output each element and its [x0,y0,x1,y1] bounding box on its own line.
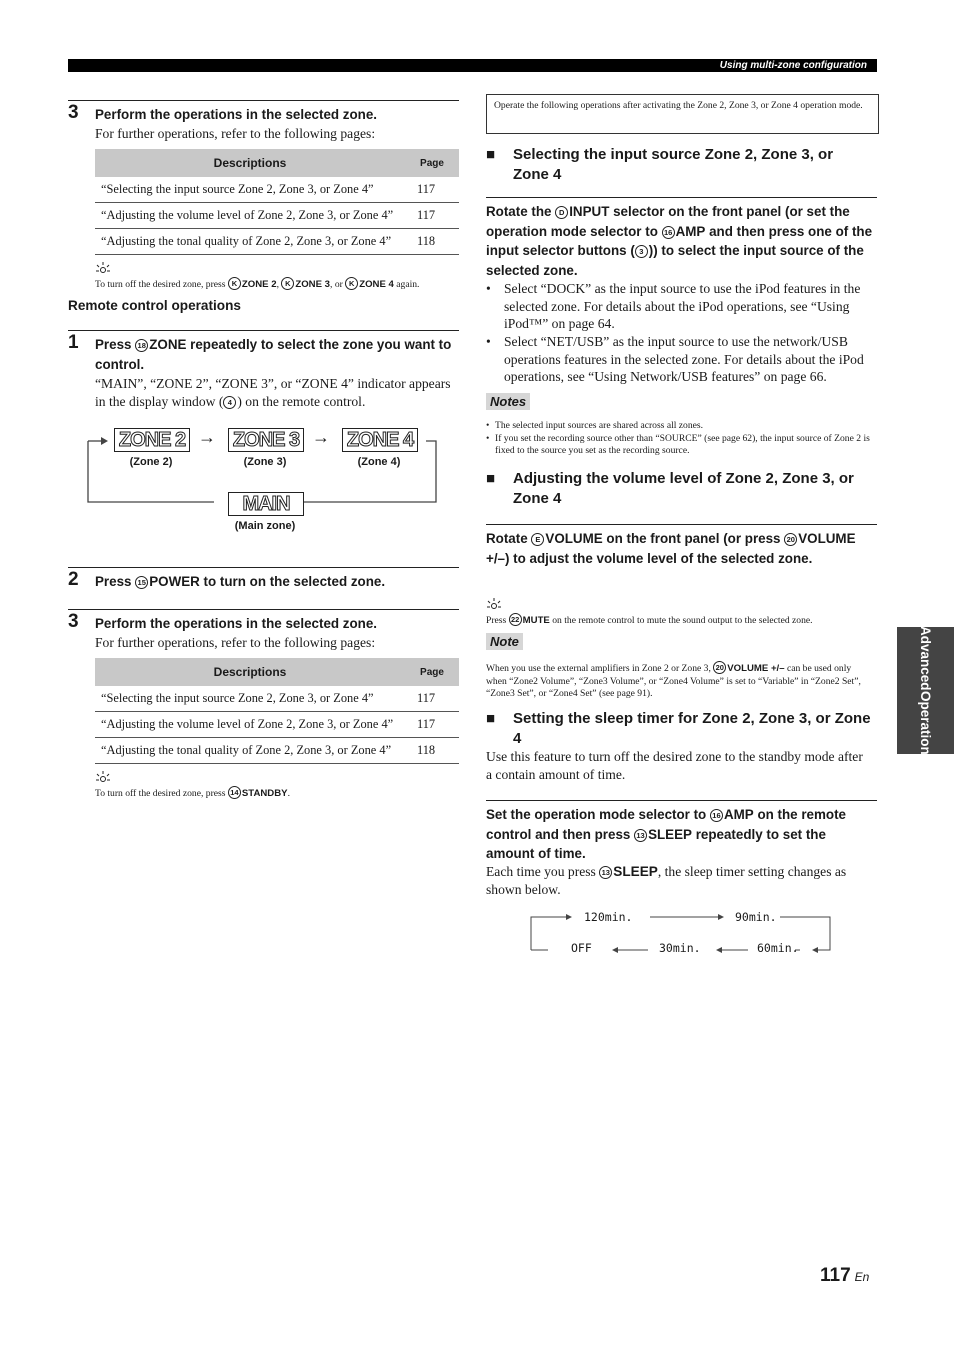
table-row [95,686,459,712]
section-heading: Adjusting the volume level of Zone 2, Zone 3, or Zone 4 [513,470,854,507]
key-circle: 16 [710,809,723,822]
key-circle: K [281,277,294,290]
notice-box: Operate the following operations after activating the Zone 2, Zone 3, or Zone 4 operation mode. [486,94,879,134]
tip-text: To turn off the desired zone, press 14 STANDBY. [95,788,290,799]
section-heading: Setting the sleep timer for Zone 2, Zone 3, or Zone 4 [513,710,871,747]
table-header-page: Page [405,149,459,177]
key-circle: 20 [713,661,726,674]
table-row [95,203,459,229]
arrow-icon: → [312,427,330,447]
row-page: 118 [405,738,459,764]
instruction: Rotate E VOLUME on the front panel (or press 20 VOLUME +/–) to adjust the volume level of the selected zone. [486,531,856,566]
list-item: Select “NET/USB” as the input source to use the network/USB operations features in the selected zone. For details about the iPod operations, see “Using Network/USB features” on page 66. [504,334,864,384]
step-body: “MAIN”, “ZONE 2”, “ZONE 3”, or “ZONE 4” indicator appears in the display window ( 4 ) on the remote control. [95,376,451,409]
note-item: The selected input sources are shared across all zones. [495,420,704,431]
instruction: Set the operation mode selector to 16 AMP on the remote control and then press 13 SLEEP repeatedly to set the amount of time. [486,807,846,861]
language-tag: En [854,1270,870,1284]
bullet-marker: • [486,334,491,349]
instruction: Rotate the D INPUT selector on the front panel (or set the operation mode selector to 16 AMP and then press one of the input selector buttons ( 3 )) to select the input source of the selected zone. [486,204,873,278]
note-text: When you use the external amplifiers in Zone 2 or Zone 3, 20 VOLUME +/– can be used only when “Zone2 Volume”, “Zone3 Volume”, or “Zone4 Volume” is set to “Variable” in “Zone2 Set”, “Zone3 Set”, or “Zone4 Set” (see page 91). [486,663,861,699]
section-rule [486,197,877,198]
sleep-90: 90min. [735,910,777,924]
key-circle: K [228,277,241,290]
tip-text: To turn off the desired zone, press K ZONE 2, K ZONE 3, or K ZONE 4 again. [95,279,420,290]
step-title: Press 15 POWER to turn on the selected zone. [95,574,386,589]
step-number: 3 [68,611,79,632]
table-header-descriptions: Descriptions [95,658,405,686]
main-zone-caption: (Main zone) [234,520,296,532]
zone3-caption: (Zone 3) [243,456,287,468]
section-body: Use this feature to turn off the desired zone to the standby mode after a contain amount of time. [486,749,863,782]
key-circle: 16 [662,226,675,239]
main-zone-indicator: MAIN [228,492,304,516]
key-circle: 4 [223,396,236,409]
section-marker: ■ [486,146,496,163]
row-page: 117 [405,686,459,712]
note-label: Note [486,633,523,651]
table-row [95,177,459,203]
step-title: Press 18 ZONE repeatedly to select the zone you want to control. [95,337,452,372]
section-rule [486,800,877,801]
page-footer [820,1265,869,1287]
table-header-descriptions: Descriptions [95,149,405,177]
sleep-120: 120min. [584,910,633,924]
zone3-indicator: ZONE 3 [228,428,304,452]
page-number: 117 [820,1265,851,1286]
table-header-page: Page [405,658,459,686]
section-rule [486,524,877,525]
key-circle: 3 [635,245,648,258]
tip-icon [95,770,111,784]
arrow-icon: → [198,427,216,447]
section-title: Using multi-zone configuration [719,60,867,71]
section-heading: Selecting the input source Zone 2, Zone 3, or Zone 4 [513,146,834,183]
row-page: 117 [405,177,459,203]
zone2-indicator: ZONE 2 [114,428,190,452]
table-row [95,229,459,255]
section-marker: ■ [486,470,496,487]
reference-table [95,658,459,764]
step-number: 2 [68,569,79,590]
reference-table [95,149,459,255]
notes-list: • The selected input sources are shared across all zones. • If you set the recording source other than “SOURCE” (see page 62), the input source of Zone 2 is fixed to the source you set as the recording source. [486,420,876,458]
table-row [95,712,459,738]
list-item: Select “DOCK” as the input source to use the iPod features in the selected zone. For details about the iPod operations, see “Using iPod™” on page 64. [504,281,861,331]
zone4-caption: (Zone 4) [357,456,401,468]
key-circle: 22 [509,613,522,626]
step-number: 1 [68,332,79,353]
key-circle: E [531,533,544,546]
section-marker: ■ [486,710,496,727]
key-circle: 14 [228,786,241,799]
step-title: Perform the operations in the selected zone. [95,107,378,122]
sleep-30: 30min. [659,941,701,955]
row-page: 117 [405,203,459,229]
table-row [95,738,459,764]
key-circle: 18 [135,339,148,352]
remote-heading: Remote control operations [68,298,241,313]
sleep-off: OFF [571,941,592,955]
note-item: If you set the recording source other than “SOURCE” (see page 62), the input source of Zone 2 is fixed to the source you set as the recording source. [495,432,870,456]
tip-text: Press 22 MUTE on the remote control to mute the sound output to the selected zone. [486,615,813,626]
notes-label: Notes [486,393,530,411]
row-description: “Adjusting the tonal quality of Zone 2, Zone 3, or Zone 4” [95,738,405,764]
sleep-60: 60min. [757,941,799,955]
key-circle: K [345,277,358,290]
zone4-indicator: ZONE 4 [342,428,418,452]
step-rule [68,100,459,101]
key-circle: 13 [599,866,612,879]
row-page: 118 [405,229,459,255]
row-description: “Adjusting the volume level of Zone 2, Zone 3, or Zone 4” [95,712,405,738]
row-description: “Adjusting the tonal quality of Zone 2, Zone 3, or Zone 4” [95,229,405,255]
row-description: “Selecting the input source Zone 2, Zone 3, or Zone 4” [95,686,405,712]
tip-icon [486,597,502,611]
bullet-marker: • [486,281,491,296]
step-body: For further operations, refer to the following pages: [95,126,376,141]
row-description: “Adjusting the volume level of Zone 2, Zone 3, or Zone 4” [95,203,405,229]
row-description: “Selecting the input source Zone 2, Zone 3, or Zone 4” [95,177,405,203]
step-body: For further operations, refer to the following pages: [95,635,376,650]
step-rule [68,567,459,568]
key-circle: 15 [135,576,148,589]
row-page: 117 [405,712,459,738]
instruction-body: Each time you press 13 SLEEP, the sleep timer setting changes as shown below. [486,864,847,897]
step-number: 3 [68,102,79,123]
side-tab-label: Advanced Operation [918,626,933,755]
key-circle: 20 [784,533,797,546]
key-circle: 13 [634,829,647,842]
step-title: Perform the operations in the selected zone. [95,616,378,631]
step-rule [68,330,459,331]
step-rule [68,609,459,610]
tip-icon [95,261,111,275]
key-circle: D [555,206,568,219]
zone2-caption: (Zone 2) [129,456,173,468]
